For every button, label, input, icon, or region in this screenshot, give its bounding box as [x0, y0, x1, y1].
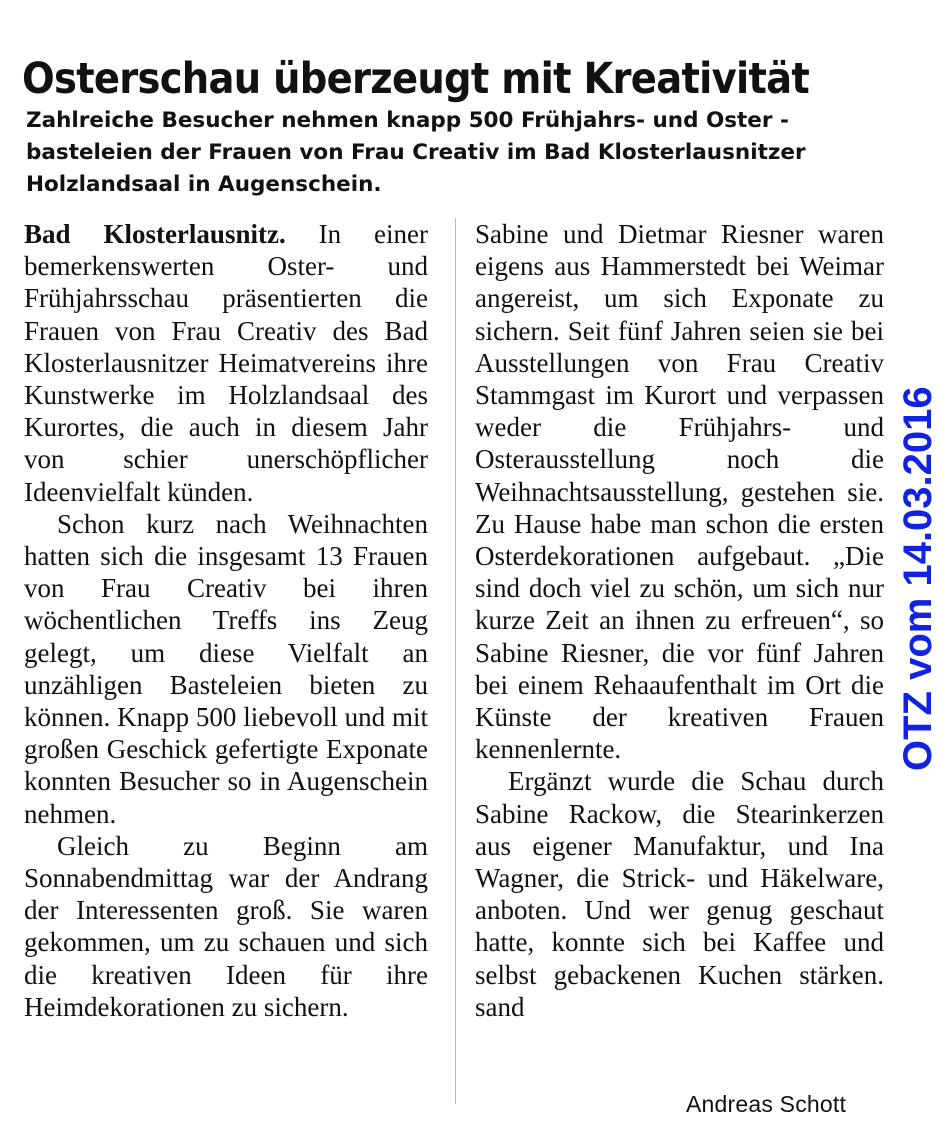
headline: Osterschau überzeugt mit Kreativität	[22, 53, 810, 104]
paragraph-intro	[24, 218, 428, 508]
dateline: Bad Klosterlausnitz.	[24, 219, 286, 249]
subheadline	[26, 105, 856, 201]
subheadline-line: basteleien der Frauen von Frau Creativ im Bad Klosterlausnitzer	[26, 140, 806, 165]
paragraph-preparation: Schon kurz nach Weihnachten hatten sich die insgesamt 13 Frauen von Frau Creativ bei ihren wöchentlichen Treffs ins Zeug gelegt, um diese Vielfalt an unzähligen Basteleien bieten zu können. Knapp 500 liebevoll und mit großen Geschick gefertigte Exponate konnten Besucher so in Augenschein nehmen.	[24, 508, 428, 829]
column-divider	[455, 218, 456, 1104]
article-column-right	[475, 218, 884, 1023]
paragraph-additional-exhibitors: Ergänzt wurde die Schau durch Sabine Rackow, die Stearinkerzen aus eigener Manufaktur, und Ina Wagner, die Strick- und Häkelware, anboten. Und wer genug geschaut hatte, konnte sich bei Kaffee und selbst gebackenen Kuchen stärken. sand	[475, 766, 884, 1022]
source-date-stamp: OTZ vom 14.03.2016	[896, 386, 940, 771]
author-byline: Andreas Schott	[686, 1091, 847, 1117]
subheadline-line: Holzlandsaal in Augenschein.	[26, 172, 382, 197]
paragraph-opening: Gleich zu Beginn am Sonnabendmittag war der Andrang der Interessenten groß. Sie waren gekommen, um zu schauen und sich die kreativen Ideen für ihre Heimdekorationen zu sichern.	[24, 830, 428, 1022]
article-column-left	[24, 218, 428, 1023]
paragraph-visitors: Sabine und Dietmar Riesner waren eigens aus Hammerstedt bei Weimar angereist, um sich Exponate zu sichern. Seit fünf Jahren seien sie bei Ausstellungen von Frau Creativ Stammgast im Kurort und verpassen weder die Frühjahrs- und Osterausstellung noch die Weihnachtsausstellung, gestehen sie. Zu Hause habe man schon die ersten Osterdekorationen aufgebaut. „Die sind doch viel zu schön, um sich nur kurze Zeit an ihnen zu erfreuen“, so Sabine Riesner, die vor fünf Jahren bei einem Rehaaufenthalt im Ort die Künste der kreativen Frauen kennenlernte.	[475, 219, 884, 765]
subheadline-line: Zahlreiche Besucher nehmen knapp 500 Frühjahrs- und Oster -	[26, 108, 789, 133]
paragraph-intro-text: In einer bemerkenswerten Oster- und Frühjahrsschau präsentierten die Frauen von Frau Creativ des Bad Klosterlausnitzer Heimatvereins ihre Kunstwerke im Holzlandsaal des Kurortes, die auch in diesem Jahr von schier unerschöpflicher Ideenvielfalt künden.	[24, 219, 429, 507]
